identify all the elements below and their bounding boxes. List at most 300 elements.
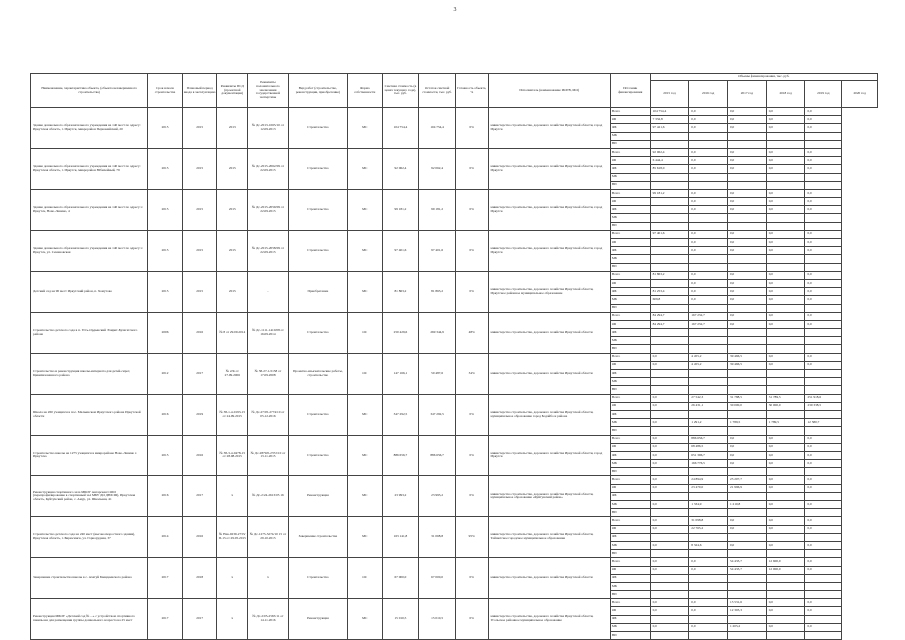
cell-amount — [805, 132, 842, 140]
cell-amount: 7 332,8 — [650, 116, 689, 124]
cell-name: Детский сад на 90 мест Иркутский район, п. Хомутово — [31, 271, 148, 312]
cell-cost: 81 863,2 — [382, 271, 419, 312]
cell-source: ВИ — [610, 140, 650, 148]
cell-amount — [766, 329, 805, 337]
cell-amount — [766, 509, 805, 517]
cell-amount: 0,0 — [766, 288, 805, 296]
cell-cost: 92 062,4 — [382, 148, 419, 189]
col-estimated-cost: Сметная стоимость (в ценах текущего года), тыс. руб. — [382, 74, 419, 108]
cell-amount: 27 542,3 — [689, 394, 728, 402]
cell-amount — [650, 410, 689, 418]
cell-amount — [650, 582, 689, 590]
cell-amount — [766, 140, 805, 148]
cell-psd: 2015 — [217, 230, 248, 271]
cell-amount: 0,0 — [689, 198, 728, 206]
cell-source: ОБ — [610, 116, 650, 124]
cell-work: Проектно-изыскательские работы, строительство — [288, 353, 347, 394]
cell-source: ФБ — [610, 165, 650, 173]
cell-amount: 0,0 — [689, 148, 728, 156]
cell-rest: 81 863,2 — [419, 271, 456, 312]
cell-amount: 0,0 — [766, 206, 805, 214]
cell-source: ФБ — [610, 288, 650, 296]
cell-amount: 0,0 — [805, 189, 842, 197]
col-expertise: Реквизиты положительного заключения государственной экспертизы — [248, 74, 289, 108]
cell-name: Реконструкция спортивного зала МБОУ Ангарская СОШ (перепрофилирование в спортивный зал МБУ ДО ДЮСШ), Иркутская область, Куйтунский район, с. Амур, ул. Школьная, 41 — [31, 476, 148, 517]
cell-amount — [689, 550, 728, 558]
cell-amount — [650, 304, 689, 312]
cell-work: Строительство — [288, 189, 347, 230]
cell-amount — [689, 492, 728, 500]
cell-ready: 48% — [455, 312, 488, 353]
col-start: Срок начала строительства — [148, 74, 183, 108]
cell-input: 2016 — [182, 517, 217, 558]
cell-own: МС — [347, 599, 382, 640]
cell-amount: 0,0 — [766, 108, 805, 116]
cell-source: Всего — [610, 108, 650, 116]
cell-source: ФБ — [610, 329, 650, 337]
cell-amount: 166 776,5 — [689, 460, 728, 468]
cell-source: ФБ — [610, 124, 650, 132]
cell-amount — [689, 181, 728, 189]
cell-source: МБ — [610, 541, 650, 549]
cell-cost: 97 401,6 — [382, 230, 419, 271]
cell-expertise: № Дс-2015-2062/09 от 22.09.2015 — [248, 148, 289, 189]
cell-amount: 0,0 — [728, 320, 767, 328]
cell-org: министерство строительства, дорожного хозяйства Иркутской области, город Иркутск — [488, 435, 610, 476]
cell-amount — [766, 410, 805, 418]
cell-amount: 0,0 — [805, 435, 842, 443]
cell-amount — [650, 181, 689, 189]
cell-cost: 23 993,2 — [382, 476, 419, 517]
cell-amount: 0,0 — [805, 312, 842, 320]
cell-expertise: № Дс-1111-1410/08 от 16.09.2014 — [248, 312, 289, 353]
cell-amount: 0,0 — [728, 230, 767, 238]
cell-expertise: х — [248, 558, 289, 599]
cell-amount: 0,0 — [766, 353, 805, 361]
cell-source: ОБ — [610, 239, 650, 247]
cell-amount: 0,0 — [805, 124, 842, 132]
cell-amount: 84 294,7 — [650, 312, 689, 320]
cell-amount: 0,0 — [766, 198, 805, 206]
cell-psd: 2015 — [217, 148, 248, 189]
cell-ready: 0% — [455, 189, 488, 230]
cell-amount — [689, 329, 728, 337]
cell-source: МБ — [610, 623, 650, 631]
cell-amount: 0,0 — [766, 484, 805, 492]
cell-amount — [689, 173, 728, 181]
cell-amount: 0,0 — [805, 476, 842, 484]
cell-ready: 95% — [455, 517, 488, 558]
cell-psd: № 8 от 29.09.2014 — [217, 312, 248, 353]
cell-amount: 0,0 — [689, 288, 728, 296]
cell-amount: 0,0 — [766, 312, 805, 320]
cell-amount: 0,0 — [689, 206, 728, 214]
cell-amount: 0,0 — [728, 451, 767, 459]
cell-expertise: № Дс-2/05-2565/11 от 14.11.2016 — [248, 599, 289, 640]
table-row — [31, 189, 878, 197]
cell-amount — [728, 263, 767, 271]
cell-amount: 0,0 — [728, 279, 767, 287]
cell-amount — [728, 140, 767, 148]
cell-amount — [728, 468, 767, 476]
cell-source: ФБ — [610, 206, 650, 214]
cell-expertise: № Дс-2015-2059/09 от 22.09.2015 — [248, 189, 289, 230]
col-year: 2017 год — [728, 81, 767, 108]
cell-org: министерство строительства, дорожного хозяйства Иркутской области, город Иркутск — [488, 230, 610, 271]
cell-source: МБ — [610, 419, 650, 427]
cell-amount — [766, 378, 805, 386]
cell-expertise: № Дс-2015-2058/09 от 22.09.2015 — [248, 230, 289, 271]
cell-name: Строительство и реконструкция школы-интерната для детей-сирот, Цивилизованного района — [31, 353, 148, 394]
cell-cost: 163 141,8 — [382, 517, 419, 558]
cell-ready: 0% — [455, 230, 488, 271]
cell-amount — [728, 222, 767, 230]
cell-amount: 81 863,2 — [650, 271, 689, 279]
cell-amount: 0,0 — [766, 165, 805, 173]
cell-amount — [728, 173, 767, 181]
cell-amount: 0,0 — [689, 230, 728, 238]
cell-amount — [805, 378, 842, 386]
cell-source: ОБ — [610, 361, 650, 369]
cell-amount: 0,0 — [766, 476, 805, 484]
cell-amount — [650, 509, 689, 517]
table-row — [31, 271, 878, 279]
cell-start: 2006 — [148, 312, 183, 353]
cell-source: ВИ — [610, 263, 650, 271]
cell-amount — [805, 304, 842, 312]
cell-amount — [766, 173, 805, 181]
cell-amount: 0,0 — [805, 148, 842, 156]
cell-amount — [766, 337, 805, 345]
cell-work: Строительство — [288, 435, 347, 476]
cell-amount — [805, 533, 842, 541]
cell-amount — [728, 427, 767, 435]
cell-start: 2017 — [148, 599, 183, 640]
cell-input: 2017 — [182, 353, 217, 394]
cell-own: МС — [347, 108, 382, 149]
cell-amount: 0,0 — [728, 541, 767, 549]
cell-input: 2015 — [182, 189, 217, 230]
cell-amount: 0,0 — [650, 623, 689, 631]
col-name: Наименование, характеристика объекта, (объекта незавершенного строительства) — [31, 74, 148, 108]
cell-ready: 0% — [455, 599, 488, 640]
cell-name: Реконструкция МБОУ «Детский сад № ...» с устройством спортивного павильона для размещения группы дошкольного возраста на 25 мест — [31, 599, 148, 640]
cell-amount: 0,0 — [689, 165, 728, 173]
cell-amount: 0,0 — [728, 198, 767, 206]
cell-amount — [650, 329, 689, 337]
cell-source: ВИ — [610, 509, 650, 517]
cell-amount: 0,0 — [766, 239, 805, 247]
cell-source: Всего — [610, 435, 650, 443]
cell-amount — [805, 140, 842, 148]
cell-amount: 0,0 — [766, 517, 805, 525]
cell-amount — [689, 533, 728, 541]
cell-amount — [766, 591, 805, 599]
cell-amount: 0,0 — [728, 189, 767, 197]
cell-amount: 167 232,7 — [689, 320, 728, 328]
cell-amount — [805, 255, 842, 263]
cell-source: ФБ — [610, 533, 650, 541]
cell-amount — [728, 410, 767, 418]
cell-amount: 0,0 — [689, 279, 728, 287]
cell-amount — [650, 378, 689, 386]
cell-amount: 1 789,5 — [766, 419, 805, 427]
cell-amount: 0,0 — [766, 230, 805, 238]
cell-amount: 0,0 — [805, 558, 842, 566]
cell-amount: 0,0 — [728, 148, 767, 156]
cell-work: Строительство — [288, 108, 347, 149]
table-body — [31, 108, 878, 640]
cell-amount: 97 401,6 — [650, 230, 689, 238]
cell-input: 2017 — [182, 476, 217, 517]
cell-amount: 97 421,6 — [650, 124, 689, 132]
cell-amount: 0,0 — [805, 460, 842, 468]
cell-amount: 54 433,7 — [728, 558, 767, 566]
cell-amount — [650, 132, 689, 140]
cell-amount — [650, 173, 689, 181]
cell-amount — [766, 427, 805, 435]
cell-name: Строительство школы на 1275 учащихся в микрорайоне Ново-Ленино г. Иркутска — [31, 435, 148, 476]
cell-own: МС — [347, 394, 382, 435]
cell-amount: 0,0 — [728, 288, 767, 296]
cell-expertise: № Дс-2879/0-2372/10 от 13.11.2015 — [248, 435, 289, 476]
cell-input: 2016 — [182, 312, 217, 353]
cell-amount — [689, 378, 728, 386]
cell-amount: 0,0 — [805, 108, 842, 116]
cell-amount — [728, 582, 767, 590]
cell-amount: 0,0 — [805, 599, 842, 607]
col-readiness: Готовность объекта, % — [455, 74, 488, 108]
cell-amount: 167 232,7 — [689, 312, 728, 320]
cell-expertise: № Дс-1275-3274/10 15 от 29.10.2015 — [248, 517, 289, 558]
cell-amount — [766, 533, 805, 541]
cell-amount: 0,0 — [650, 607, 689, 615]
cell-amount — [805, 509, 842, 517]
cell-psd: х — [217, 599, 248, 640]
cell-amount: 0,0 — [650, 460, 689, 468]
table-row — [31, 230, 878, 238]
cell-amount — [805, 329, 842, 337]
cell-amount — [689, 337, 728, 345]
cell-start: 2015 — [148, 148, 183, 189]
cell-amount: 0,0 — [805, 541, 842, 549]
cell-source: ОБ — [610, 484, 650, 492]
cell-amount — [728, 370, 767, 378]
cell-amount — [728, 378, 767, 386]
cell-rest: 15 010,5 — [419, 599, 456, 640]
cell-amount: 0,0 — [805, 501, 842, 509]
cell-source: МБ — [610, 501, 650, 509]
cell-source: Всего — [610, 312, 650, 320]
cell-amount: 0,0 — [650, 361, 689, 369]
cell-amount: 0,0 — [728, 157, 767, 165]
cell-cost: 147 166,1 — [382, 353, 419, 394]
cell-amount — [766, 222, 805, 230]
cell-org: министерство строительства, дорожного хозяйства Иркутской области, Тайшетское городское муниципальное образование — [488, 517, 610, 558]
cell-amount: 0,0 — [766, 157, 805, 165]
cell-source: Всего — [610, 353, 650, 361]
cell-amount: 0,0 — [766, 271, 805, 279]
cell-amount — [766, 632, 805, 640]
cell-own: МС — [347, 230, 382, 271]
cell-amount — [805, 582, 842, 590]
cell-amount: 0,0 — [689, 566, 728, 574]
cell-amount: 0,0 — [650, 435, 689, 443]
cell-amount: 0,0 — [728, 525, 767, 533]
cell-own: ОС — [347, 353, 382, 394]
cell-rest: 31 068,8 — [419, 517, 456, 558]
cell-amount — [689, 386, 728, 394]
cell-amount: 0,0 — [650, 558, 689, 566]
cell-amount — [805, 615, 842, 623]
cell-work: Строительство — [288, 558, 347, 599]
cell-rest: 104 754,4 — [419, 108, 456, 149]
cell-source: Всего — [610, 394, 650, 402]
cell-amount: 0,0 — [689, 271, 728, 279]
cell-source: ФБ — [610, 492, 650, 500]
cell-work: Строительство — [288, 230, 347, 271]
cell-amount: 4 455,2 — [689, 361, 728, 369]
cell-cost: 15 010,5 — [382, 599, 419, 640]
cell-amount: 0,0 — [805, 296, 842, 304]
cell-amount: 12 000,0 — [766, 566, 805, 574]
cell-expertise: № Дс-27/05-2774/10 от 05.12.2016 — [248, 394, 289, 435]
cell-amount — [650, 263, 689, 271]
cell-amount — [689, 468, 728, 476]
cell-amount: 0,0 — [805, 279, 842, 287]
cell-amount: 0,0 — [766, 279, 805, 287]
col-source: Источник финансирования — [610, 74, 650, 108]
cell-ready: 0% — [455, 435, 488, 476]
cell-cost: 886 656,7 — [382, 435, 419, 476]
cell-source: ОБ — [610, 198, 650, 206]
cell-rest: 97 401,6 — [419, 230, 456, 271]
cell-amount — [728, 181, 767, 189]
cell-amount — [650, 337, 689, 345]
col-ownership: Форма собственности — [347, 74, 382, 108]
cell-amount: 22 765,2 — [689, 525, 728, 533]
cell-amount — [689, 370, 728, 378]
cell-input: 2019 — [182, 394, 217, 435]
cell-amount: 0,0 — [650, 501, 689, 509]
cell-source: ФБ — [610, 574, 650, 582]
cell-start: 2015 — [148, 271, 183, 312]
col-funding-title: Объемы финансирования, тыс. руб. — [650, 74, 877, 81]
cell-source: ВИ — [610, 222, 650, 230]
cell-amount: 0,0 — [689, 558, 728, 566]
cell-input: 2017 — [182, 599, 217, 640]
cell-amount — [650, 239, 689, 247]
table-row — [31, 599, 878, 607]
cell-amount — [766, 181, 805, 189]
cell-amount: 0,0 — [728, 435, 767, 443]
cell-source: ФБ — [610, 451, 650, 459]
cell-source: ФБ — [610, 247, 650, 255]
cell-source: ВИ — [610, 550, 650, 558]
cell-amount: 239 338,5 — [805, 402, 842, 410]
cell-source: ФБ — [610, 370, 650, 378]
cell-amount — [689, 632, 728, 640]
cell-expertise: № Дс-2013-1065/10 от 12.09.2013 — [248, 108, 289, 149]
cell-source: МБ — [610, 296, 650, 304]
cell-amount — [728, 255, 767, 263]
cell-amount: 0,0 — [689, 623, 728, 631]
cell-rest: 886 656,7 — [419, 435, 456, 476]
cell-rest: 347 292,5 — [419, 394, 456, 435]
cell-amount — [805, 386, 842, 394]
cell-source: ВИ — [610, 181, 650, 189]
cell-amount: 0,0 — [766, 541, 805, 549]
cell-amount — [689, 214, 728, 222]
cell-amount: 251 918,6 — [805, 394, 842, 402]
cell-source: ВИ — [610, 468, 650, 476]
table-row — [31, 312, 878, 320]
cell-amount — [805, 410, 842, 418]
cell-amount — [766, 492, 805, 500]
cell-amount — [805, 222, 842, 230]
cell-amount: 54 433,7 — [728, 566, 767, 574]
cell-ready: 0% — [455, 271, 488, 312]
cell-amount: 4 455,2 — [689, 353, 728, 361]
table-row — [31, 108, 878, 116]
cell-start: 2012 — [148, 353, 183, 394]
cell-amount: 609,8 — [650, 296, 689, 304]
cell-source: МБ — [610, 378, 650, 386]
cell-start: 2016 — [148, 476, 183, 517]
cell-amount: 0,0 — [689, 239, 728, 247]
cell-source: МБ — [610, 173, 650, 181]
cell-amount: 12 600,0 — [766, 558, 805, 566]
cell-amount: 0,0 — [805, 525, 842, 533]
cell-amount — [805, 492, 842, 500]
cell-expertise: № 38-27-1/2158 от 17.09.2008 — [248, 353, 289, 394]
cell-source: ОБ — [610, 279, 650, 287]
cell-amount — [650, 247, 689, 255]
cell-amount: 0,0 — [728, 517, 767, 525]
cell-rest: 99 181,2 — [419, 189, 456, 230]
cell-amount — [728, 632, 767, 640]
cell-amount — [766, 582, 805, 590]
cell-amount — [650, 370, 689, 378]
cell-amount: 23 207,7 — [728, 476, 767, 484]
table-row — [31, 394, 878, 402]
cell-amount — [805, 173, 842, 181]
cell-amount: 12 580,7 — [805, 419, 842, 427]
cell-amount — [650, 255, 689, 263]
cell-amount — [650, 468, 689, 476]
cell-work: Реконструкция — [288, 599, 347, 640]
cell-amount: 0,0 — [728, 247, 767, 255]
cell-source: ОБ — [610, 566, 650, 574]
cell-amount: 0,0 — [650, 353, 689, 361]
cell-own: ОС — [347, 312, 382, 353]
cell-amount: 0,0 — [766, 607, 805, 615]
cell-amount: 0,0 — [766, 623, 805, 631]
cell-org: министерство строительства, дорожного хозяйства Иркутской области, Иркутское районное муниципальное образование — [488, 271, 610, 312]
cell-expertise: - — [248, 271, 289, 312]
cell-amount: 39 466,5 — [728, 361, 767, 369]
table-row — [31, 558, 878, 566]
cell-source: Всего — [610, 230, 650, 238]
cell-source: МБ — [610, 132, 650, 140]
cell-ready: 0% — [455, 558, 488, 599]
cell-amount: 0,0 — [766, 189, 805, 197]
table-row — [31, 476, 878, 484]
cell-amount: 0,0 — [766, 599, 805, 607]
cell-amount — [689, 582, 728, 590]
cell-amount — [650, 427, 689, 435]
cell-work: Строительство — [288, 148, 347, 189]
